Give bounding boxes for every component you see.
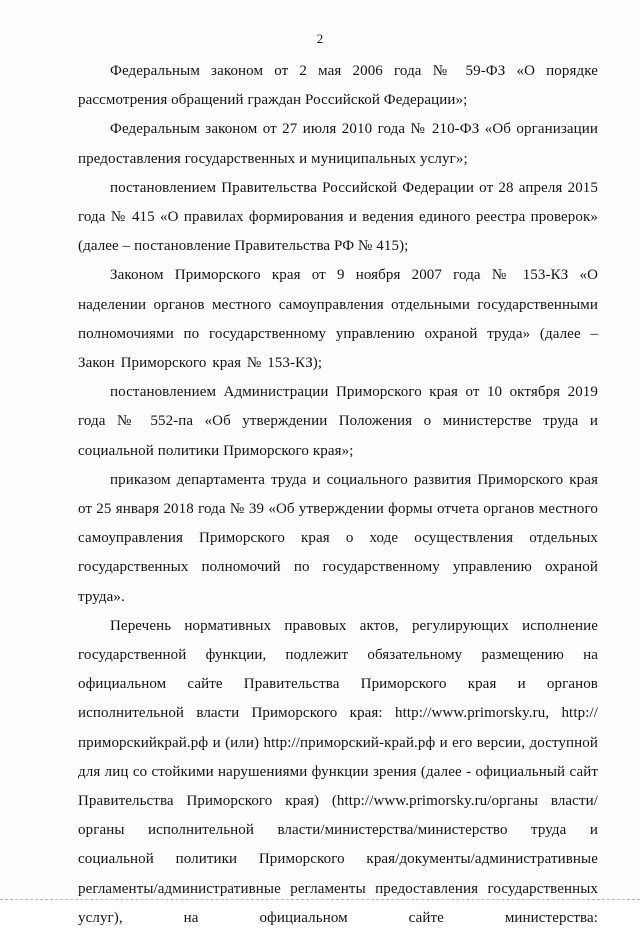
paragraph-government-decree-415: постановлением Правительства Российской Федерации от 28 апреля 2015 года № 415 «О правилах формирования и ведения единого реестра проверок» (далее – постановление Правительства РФ № 415); bbox=[78, 179, 598, 255]
paragraph-administration-decree-552: постановлением Администрации Приморского края от 10 октября 2019 года № 552-па «Об утверждении Положения о министерстве труда и социальной политики Приморского края»; bbox=[78, 384, 598, 459]
page-number: 2 bbox=[316, 31, 324, 46]
paragraph-federal-law-59: Федеральным законом от 2 мая 2006 года № 59-ФЗ «О порядке рассмотрения обращений граждан Российской Федерации»; bbox=[78, 63, 598, 109]
paragraph-department-order-39: приказом департамента труда и социального развития Приморского края от 25 января 2018 года № 39 «Об утверждении формы отчета органов местного самоуправления Приморского края о ходе осуществления отдельных государственных полномочий по государственному управлению охраной труда». bbox=[78, 471, 598, 605]
paragraph-regulatory-acts-list: Перечень нормативных правовых актов, регулирующих исполнение государственной функции, подлежит обязательному размещению на официальном сайте Правительства Приморского края и органов исполнительной власти Приморского края: http://www.primorsky.ru, http://приморскийкрай.рф и (или) http://приморский-край.рф и его версии, доступной для лиц со стойкими нарушениями функции зрения (далее - официальный сайт Правительства Приморского края) (http://www.primorsky.ru/органы власти/органы исполнительной власти/министерства/министерство труда и социальной политики Приморского края/документы/административные регламенты/административные регламенты предоставления государственных услуг), на официальном сайте министерства: bbox=[78, 617, 598, 926]
paragraph-federal-law-210: Федеральным законом от 27 июля 2010 года № 210-ФЗ «Об организации предоставления государственных и муниципальных услуг»; bbox=[78, 121, 598, 167]
paragraph-primorsky-law-153: Законом Приморского края от 9 ноября 2007 года № 153-КЗ «О наделении органов местного самоуправления отдельными государственными полномочиями по государственному управлению охраной труда» (далее – Закон Приморского края № 153-КЗ); bbox=[78, 267, 598, 372]
scan-bottom-edge bbox=[0, 899, 640, 900]
document-body bbox=[78, 57, 598, 933]
